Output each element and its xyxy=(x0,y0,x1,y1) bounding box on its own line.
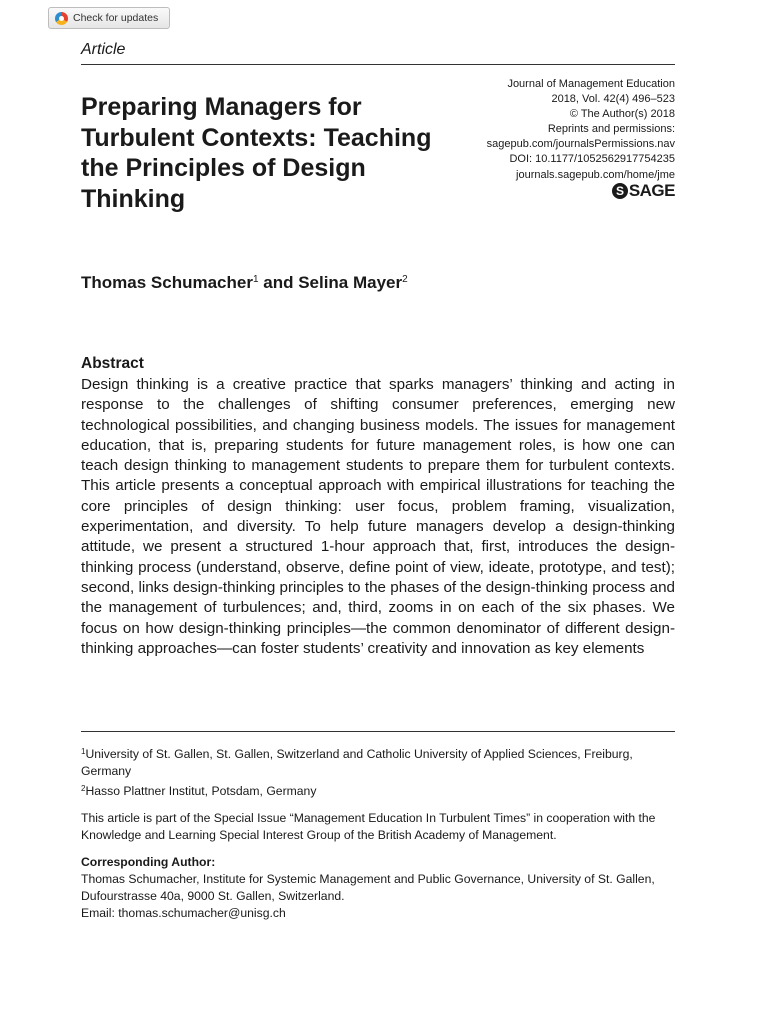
corresponding-author-address: Thomas Schumacher, Institute for Systemic Management and Public Governance, University of St. Gallen, Dufourstrasse 40a, 9000 St. Gallen, Switzerland. xyxy=(81,872,655,903)
affiliation-number: 2 xyxy=(81,784,86,793)
corresponding-author-email[interactable]: Email: thomas.schumacher@unisg.ch xyxy=(81,906,286,920)
author-name: Selina Mayer xyxy=(298,273,403,292)
journal-name: Journal of Management Education xyxy=(507,78,675,90)
sage-logo xyxy=(612,181,675,201)
affiliation-footnote xyxy=(81,780,681,800)
affiliation-number: 1 xyxy=(81,747,86,756)
journal-homepage-link[interactable]: journals.sagepub.com/home/jme xyxy=(516,168,675,181)
author-joiner: and xyxy=(258,273,299,292)
author-list xyxy=(81,273,408,293)
journal-permissions-link[interactable]: sagepub.com/journalsPermissions.nav xyxy=(486,138,675,151)
special-issue-note: This article is part of the Special Issue “Management Education In Turbulent Times” in cooperation with the Knowledge and Learning Special Interest Group of the British Academy of Management. xyxy=(81,811,656,842)
journal-volume: 2018, Vol. 42(4) 496–523 xyxy=(551,93,675,106)
check-for-updates-button[interactable] xyxy=(48,7,170,29)
journal-copyright: © The Author(s) 2018 xyxy=(569,108,675,121)
footnote-divider xyxy=(81,731,675,732)
author-name: Thomas Schumacher xyxy=(81,273,253,292)
affiliation-text: University of St. Gallen, St. Gallen, Switzerland and Catholic University of Applied Sciences, Freiburg, Germany xyxy=(81,747,633,778)
article-type-label: Article xyxy=(81,41,126,58)
journal-reprints: Reprints and permissions: xyxy=(547,123,675,136)
sage-logo-text: SAGE xyxy=(628,181,675,200)
check-for-updates-label: Check for updates xyxy=(73,12,159,24)
journal-doi[interactable]: DOI: 10.1177/1052562917754235 xyxy=(509,153,675,166)
article-title: Preparing Managers for Turbulent Contexts: Teaching the Principles of Design Thinking xyxy=(81,93,432,213)
affiliation-footnote xyxy=(81,743,681,780)
abstract-text: Design thinking is a creative practice that sparks managers’ thinking and acting in response to the challenges of shifting consumer preferences, emerging new technological possibilities, and changing business models. The issues for management education, that is, preparing students for future management roles, is how one can teach design thinking to management students to prepare them for turbulent contexts. This article presents a conceptual approach with empirical illustrations for teaching the core principles of design thinking: user focus, problem framing, visualization, experimentation, and diversity. To help future managers develop a design-thinking attitude, we present a structured 1-hour approach that, first, introduces the design-thinking process (understand, observe, define point of view, ideate, prototype, and test); second, links design-thinking principles to the phases of the design-thinking process and the management of turbulences; and, third, zooms in on each of the six phases. We focus on how design-thinking principles—the common denominator of different design-thinking approaches—can foster students’ creativity and innovation as key elements xyxy=(81,376,675,657)
abstract-heading: Abstract xyxy=(81,355,144,372)
footnotes xyxy=(81,743,681,922)
journal-info xyxy=(415,77,675,183)
author-affiliation-marker: 1 xyxy=(252,274,259,285)
sage-logo-icon: S xyxy=(612,183,628,199)
header-divider xyxy=(81,64,675,65)
affiliation-text: Hasso Plattner Institut, Potsdam, Germany xyxy=(85,784,317,798)
crossmark-icon xyxy=(55,12,68,25)
author-affiliation-marker: 2 xyxy=(402,274,408,285)
corresponding-author-heading: Corresponding Author: xyxy=(81,855,216,869)
